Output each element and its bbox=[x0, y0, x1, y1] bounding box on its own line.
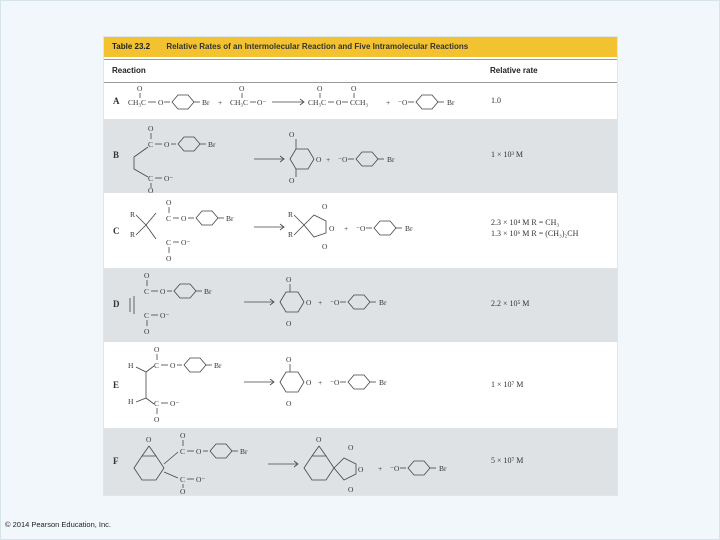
row-label: F bbox=[113, 456, 119, 466]
table-row-d bbox=[104, 268, 617, 342]
svg-text:O: O bbox=[322, 242, 328, 251]
svg-text:+: + bbox=[344, 224, 349, 233]
svg-text:C: C bbox=[180, 475, 186, 484]
svg-text:R: R bbox=[130, 210, 136, 219]
svg-text:O: O bbox=[144, 271, 150, 280]
svg-text:O: O bbox=[306, 298, 312, 307]
svg-text:H: H bbox=[128, 361, 134, 370]
svg-text:C: C bbox=[144, 287, 150, 296]
svg-text:O: O bbox=[286, 319, 292, 328]
svg-text:O: O bbox=[239, 84, 245, 93]
svg-text:O: O bbox=[289, 176, 295, 185]
reaction-f-scheme bbox=[104, 428, 484, 495]
rate-value: 5 × 10⁷ M bbox=[491, 456, 524, 465]
svg-text:C: C bbox=[144, 311, 150, 320]
svg-text:O: O bbox=[160, 287, 166, 296]
svg-text:O: O bbox=[166, 254, 172, 263]
svg-text:R: R bbox=[288, 230, 294, 239]
svg-text:⁻O: ⁻O bbox=[330, 298, 340, 307]
column-header-rate: Relative rate bbox=[490, 66, 538, 75]
table-row-f bbox=[104, 428, 617, 495]
svg-text:+: + bbox=[386, 98, 391, 107]
svg-text:+: + bbox=[318, 298, 323, 307]
svg-text:O: O bbox=[329, 224, 335, 233]
reaction-e-scheme bbox=[104, 342, 484, 428]
svg-text:O: O bbox=[148, 124, 154, 133]
svg-text:O: O bbox=[286, 399, 292, 408]
row-label: E bbox=[113, 380, 120, 390]
svg-text:O: O bbox=[317, 84, 323, 93]
svg-text:C: C bbox=[148, 174, 154, 183]
svg-text:O: O bbox=[148, 186, 154, 193]
svg-text:⁻O: ⁻O bbox=[330, 378, 340, 387]
svg-text:O⁻: O⁻ bbox=[257, 98, 267, 107]
svg-text:Br: Br bbox=[387, 155, 395, 164]
row-label: C bbox=[113, 226, 120, 236]
svg-text:C: C bbox=[166, 238, 172, 247]
copyright-footer: © 2014 Pearson Education, Inc. bbox=[5, 520, 112, 529]
svg-text:Br: Br bbox=[204, 287, 212, 296]
table-number: Table 23.2 bbox=[112, 42, 151, 51]
row-label: D bbox=[113, 299, 120, 309]
svg-text:+: + bbox=[318, 378, 323, 387]
svg-text:O: O bbox=[351, 84, 357, 93]
svg-text:Br: Br bbox=[226, 214, 234, 223]
svg-text:Br: Br bbox=[208, 140, 216, 149]
svg-text:O⁻: O⁻ bbox=[196, 475, 206, 484]
svg-text:O⁻: O⁻ bbox=[164, 174, 174, 183]
row-label: B bbox=[113, 150, 120, 160]
svg-text:O: O bbox=[286, 355, 292, 364]
svg-text:Br: Br bbox=[214, 361, 222, 370]
svg-text:Br: Br bbox=[379, 378, 387, 387]
reaction-b-scheme bbox=[104, 119, 484, 193]
svg-text:O: O bbox=[348, 443, 354, 452]
svg-text:O: O bbox=[181, 214, 187, 223]
svg-text:CH₃C: CH₃C bbox=[230, 98, 249, 107]
svg-text:⁻O: ⁻O bbox=[356, 224, 366, 233]
svg-text:O⁻: O⁻ bbox=[170, 399, 180, 408]
svg-text:C: C bbox=[154, 361, 160, 370]
svg-text:O: O bbox=[196, 447, 202, 456]
svg-text:+: + bbox=[326, 155, 331, 164]
svg-text:O: O bbox=[154, 345, 160, 354]
svg-text:O: O bbox=[348, 485, 354, 494]
svg-text:Br: Br bbox=[447, 98, 455, 107]
svg-text:O: O bbox=[154, 415, 160, 424]
svg-text:O: O bbox=[158, 98, 164, 107]
reaction-c-scheme bbox=[104, 193, 484, 268]
svg-text:R: R bbox=[288, 210, 294, 219]
svg-text:CH₃C: CH₃C bbox=[308, 98, 327, 107]
table-row-a bbox=[104, 83, 617, 119]
table-row-e bbox=[104, 342, 617, 428]
table-row-b bbox=[104, 119, 617, 193]
rate-value: 2.2 × 10⁵ M bbox=[491, 299, 530, 308]
rate-value: 1 × 10⁷ M bbox=[491, 380, 524, 389]
table-row-c bbox=[104, 193, 617, 268]
svg-text:O: O bbox=[336, 98, 342, 107]
svg-text:O: O bbox=[180, 431, 186, 440]
svg-text:Br: Br bbox=[379, 298, 387, 307]
table-header-row bbox=[104, 59, 617, 83]
svg-text:Br: Br bbox=[439, 464, 447, 473]
svg-text:O: O bbox=[170, 361, 176, 370]
svg-text:⁻O: ⁻O bbox=[390, 464, 400, 473]
svg-text:O⁻: O⁻ bbox=[181, 238, 191, 247]
svg-text:O: O bbox=[144, 327, 150, 336]
svg-text:O: O bbox=[306, 378, 312, 387]
svg-text:O: O bbox=[358, 465, 364, 474]
rate-value: 2.3 × 10⁴ M R = CH₃ 1.3 × 10⁶ M R = (CH₃)₂CH bbox=[491, 218, 579, 238]
rates-table bbox=[104, 37, 617, 495]
row-label: A bbox=[113, 96, 120, 106]
table-title-bar bbox=[104, 37, 617, 57]
rate-value: 1.0 bbox=[491, 96, 501, 105]
reaction-d-scheme bbox=[104, 268, 484, 342]
svg-text:C: C bbox=[180, 447, 186, 456]
svg-text:O: O bbox=[316, 155, 322, 164]
svg-text:O: O bbox=[137, 84, 143, 93]
svg-text:C: C bbox=[154, 399, 160, 408]
svg-text:Br: Br bbox=[405, 224, 413, 233]
svg-text:O: O bbox=[166, 198, 172, 207]
rate-value: 1 × 10³ M bbox=[491, 150, 524, 159]
svg-text:O: O bbox=[146, 435, 152, 444]
svg-text:O: O bbox=[316, 435, 322, 444]
svg-text:Br: Br bbox=[202, 98, 210, 107]
svg-text:CCH₃: CCH₃ bbox=[350, 98, 369, 107]
svg-text:⁻O: ⁻O bbox=[338, 155, 348, 164]
table-title: Relative Rates of an Intermolecular Reaction and Five Intramolecular Reactions bbox=[166, 42, 469, 51]
svg-text:⁻O: ⁻O bbox=[398, 98, 408, 107]
svg-text:C: C bbox=[148, 140, 154, 149]
column-header-reaction: Reaction bbox=[112, 66, 146, 75]
svg-text:+: + bbox=[378, 464, 383, 473]
svg-text:O: O bbox=[322, 202, 328, 211]
svg-text:O: O bbox=[164, 140, 170, 149]
svg-text:Br: Br bbox=[240, 447, 248, 456]
svg-text:O⁻: O⁻ bbox=[160, 311, 170, 320]
svg-text:CH₃C: CH₃C bbox=[128, 98, 147, 107]
svg-text:R: R bbox=[130, 230, 136, 239]
svg-text:+: + bbox=[218, 98, 223, 107]
svg-text:O: O bbox=[180, 487, 186, 495]
reaction-a-scheme bbox=[104, 83, 484, 119]
svg-text:H: H bbox=[128, 397, 134, 406]
svg-text:C: C bbox=[166, 214, 172, 223]
svg-text:O: O bbox=[286, 275, 292, 284]
svg-text:O: O bbox=[289, 130, 295, 139]
